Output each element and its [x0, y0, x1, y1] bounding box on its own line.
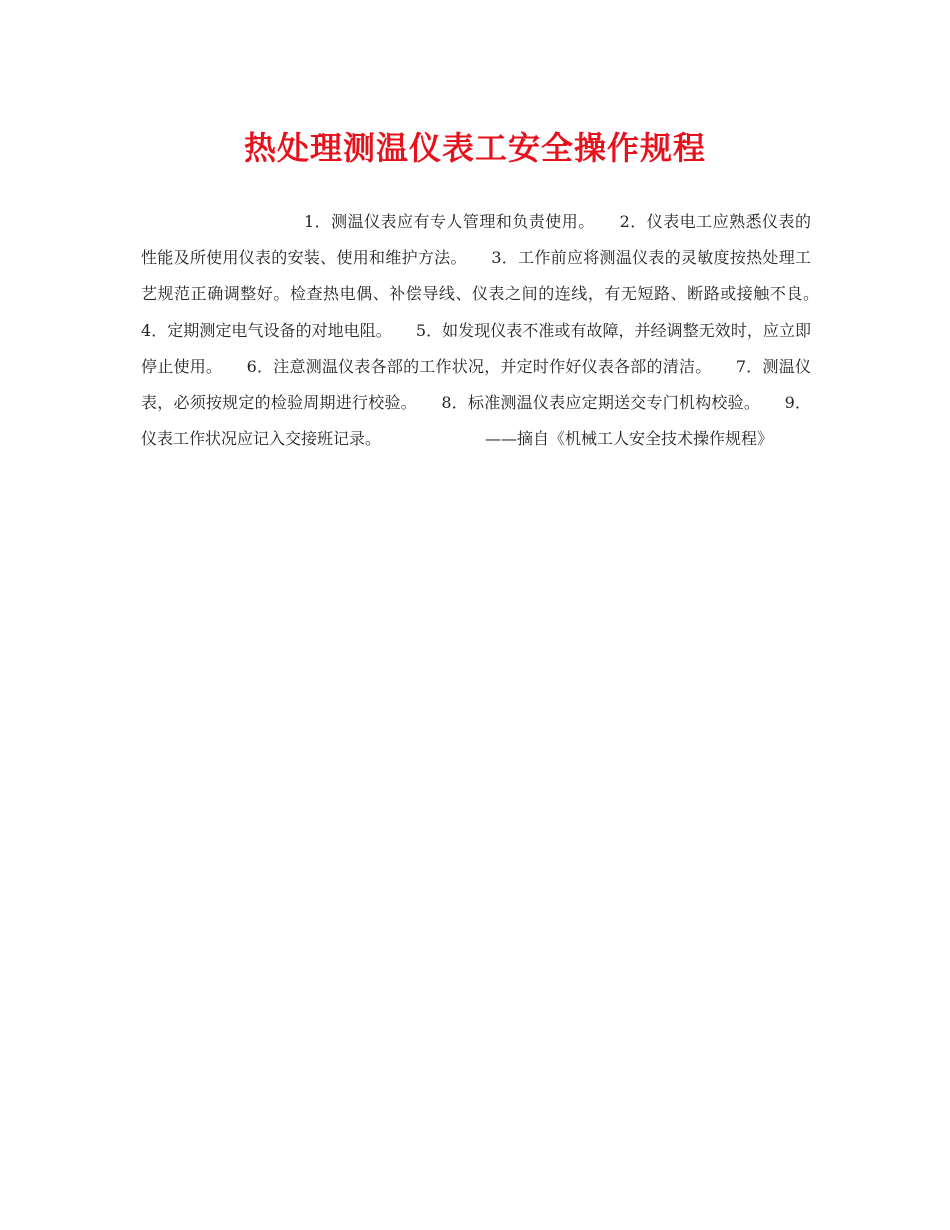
document-title: 热处理测温仪表工安全操作规程	[243, 129, 706, 167]
document-body-text: 1．测温仪表应有专人管理和负责使用。 2．仪表电工应熟悉仪表的性能及所使用仪表的安装、使用和维护方法。 3．工作前应将测温仪表的灵敏度按热处理工艺规范正确调整好。检查热电偶、补偿导线、仪表之间的连线，有无短路、断路或接触不良。 4．定期测定电气设备的对地电阻。 5．如发现仪表不准或有故障，并经调整无效时，应立即停止使用。 6．注意测温仪表各部的工作状况，并定时作好仪表各部的清洁。 7．测温仪表，必须按规定的检验周期进行校验。 8．标准测温仪表应定期送交专门机构校验。 9．仪表工作状况应记入交接班记录。 ——摘自《机械工人安全技术操作规程》	[141, 212, 844, 449]
document-body	[141, 204, 844, 457]
